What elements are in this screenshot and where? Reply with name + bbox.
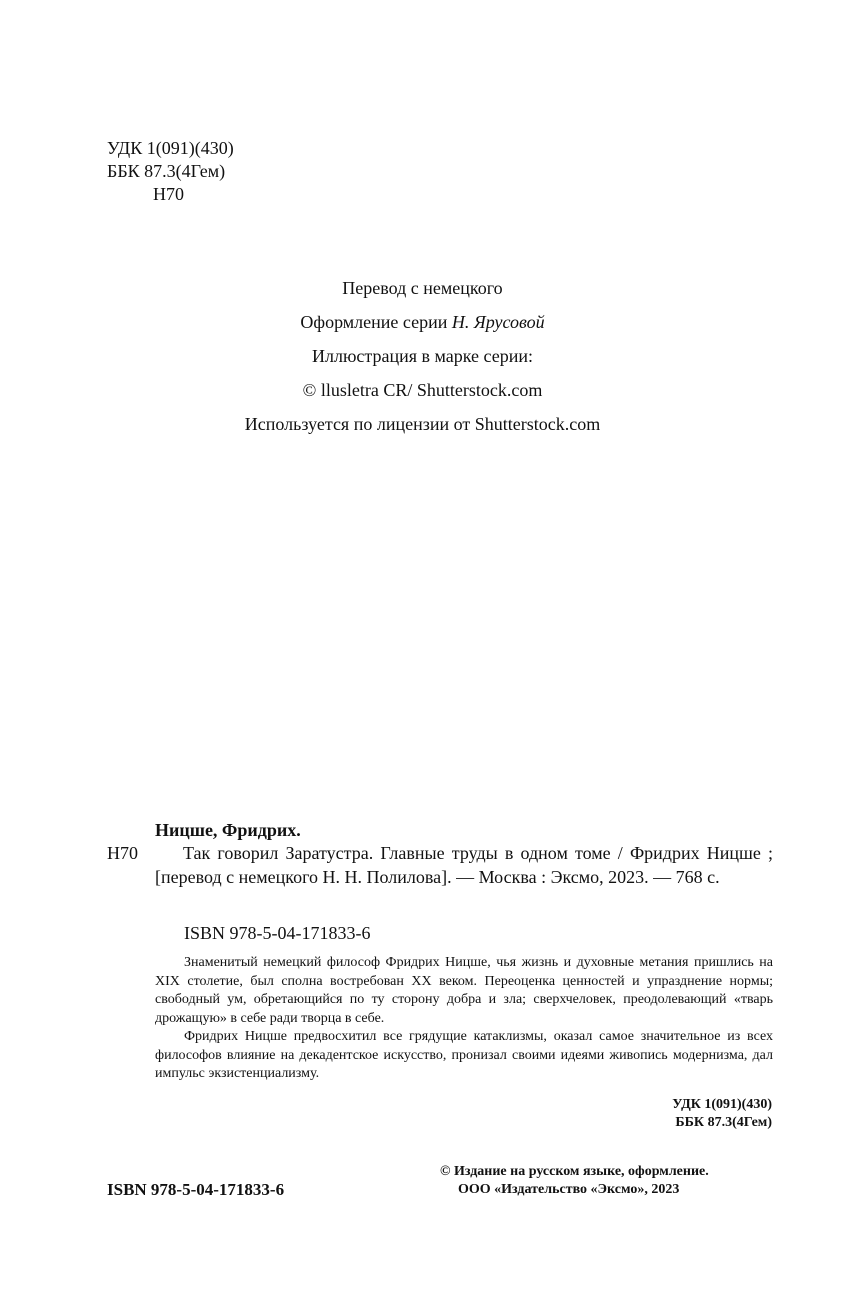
abstract-paragraph-2: Фридрих Ницше предвосхитил все грядущие катаклизмы, оказал самое значительное из всех философов влияние на декадентское искусство, пронизал своими идеями живопись модернизма, дал импульс экзистенциализму. [155, 1029, 773, 1081]
credits-block [0, 274, 845, 444]
abstract [155, 954, 773, 1084]
bibliographic-description [155, 841, 773, 889]
record-author-mark: Н70 [107, 843, 138, 863]
copyright-line-2: ООО «Издательство «Эксмо», 2023 [458, 1182, 680, 1197]
copyright-block [440, 1163, 772, 1199]
record-udk: УДК 1(091)(430) [672, 1097, 772, 1112]
footer-isbn: ISBN 978-5-04-171833-6 [107, 1180, 285, 1199]
series-design-line [0, 308, 845, 342]
copyright-line-1: © Издание на русском языке, оформление. [440, 1164, 709, 1179]
bbk-code: ББК 87.3(4Гем) [107, 161, 226, 181]
record-bbk: ББК 87.3(4Гем) [675, 1115, 772, 1130]
classification-block [107, 137, 234, 206]
description-text: Так говорил Заратустра. Главные труды в одном томе / Фридрих Ницше ; [перевод с немецкого Н. Н. Полилова]. — Москва : Эксмо, 2023. — 768 с. [155, 843, 773, 887]
image-credit: © llusletra CR/ Shutterstock.com [302, 380, 543, 400]
record-classification [560, 1096, 772, 1132]
abstract-paragraph-1: Знаменитый немецкий философ Фридрих Ницше, чья жизнь и духовные метания пришлись на XIX столетие, был сполна востребован XX веком. Переоценка ценностей и упразднение нормы; свободный ум, обретающийся по ту сторону добра и зла; сверхчеловек, преодолевающий «тварь дрожащую» в себе ради творца в себе. [155, 955, 773, 1026]
series-designer: Н. Ярусовой [451, 312, 545, 332]
license-note: Используется по лицензии от Shutterstock.com [244, 414, 601, 434]
series-design-prefix: Оформление серии [300, 312, 448, 332]
translation-note: Перевод с немецкого [342, 278, 503, 298]
udk-code: УДК 1(091)(430) [107, 138, 234, 158]
author-mark: Н70 [153, 184, 184, 204]
record-isbn: ISBN 978-5-04-171833-6 [184, 923, 371, 943]
record-author: Ницше, Фридрих. [155, 820, 301, 840]
illustration-note: Иллюстрация в марке серии: [311, 346, 534, 366]
